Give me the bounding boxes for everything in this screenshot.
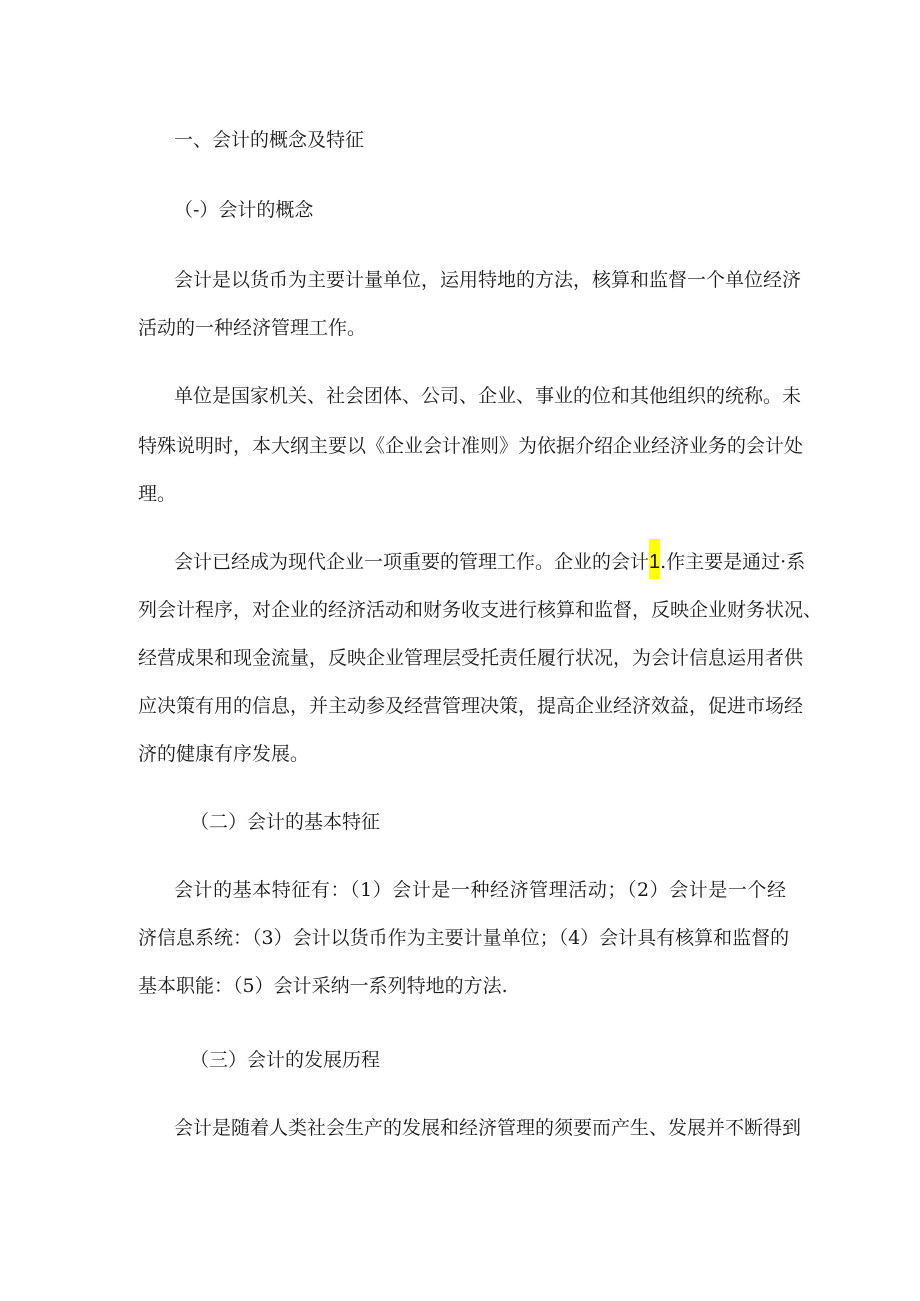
- section-heading-1: （-）会计的概念: [174, 199, 314, 221]
- paragraph-3-line-2: 列会计程序，对企业的经济活动和财务收支进行核算和监督，反映企业财务状况、: [138, 599, 823, 621]
- highlighted-number-mark: 1: [649, 539, 660, 579]
- paragraph-2-line-1: 单位是国家机关、社会团体、公司、企业、事业的位和其他组织的统称。未: [174, 385, 802, 407]
- paragraph-3-line-1-part-b: .作主要是通过·系: [660, 551, 806, 573]
- paragraph-1-line-2: 活动的一种经济管理工作。: [138, 317, 367, 339]
- section-heading-2: （二）会计的基本特征: [190, 811, 381, 833]
- paragraph-2-line-3: 理。: [138, 483, 177, 505]
- paragraph-3-line-5: 济的健康有序发展。: [138, 743, 310, 765]
- paragraph-3-line-1-part-a: 会计已经成为现代企业一项重要的管理工作。企业的会计: [174, 551, 650, 573]
- paragraph-2-line-2: 特殊说明时，本大纲主要以《企业会计准则》为依据介绍企业经济业务的会计处: [138, 435, 804, 457]
- paragraph-1-line-1: 会计是以货币为主要计量单位，运用特地的方法，核算和监督一个单位经济: [174, 269, 802, 291]
- paragraph-4-line-3: 基本职能：（5）会计采纳一系列特地的方法.: [138, 975, 508, 997]
- paragraph-3-line-1: [174, 550, 805, 574]
- paragraph-4-line-1: 会计的基本特征有：（1）会计是一种经济管理活动；（2）会计是一个经: [174, 879, 786, 901]
- paragraph-3-line-4: 应决策有用的信息，并主动参及经营管理决策，提高企业经济效益，促进市场经: [138, 695, 804, 717]
- paragraph-5-line-1: 会计是随着人类社会生产的发展和经济管理的须要而产生、发展并不断得到: [174, 1117, 802, 1139]
- paragraph-4-line-2: 济信息系统：（3）会计以货币作为主要计量单位；（4）会计具有核算和监督的: [138, 927, 790, 949]
- heading-1: 一、会计的概念及特征: [174, 129, 365, 151]
- section-heading-3: （三）会计的发展历程: [190, 1049, 381, 1071]
- paragraph-3-line-3: 经营成果和现金流量，反映企业管理层受托责任履行状况，为会计信息运用者供: [138, 647, 804, 669]
